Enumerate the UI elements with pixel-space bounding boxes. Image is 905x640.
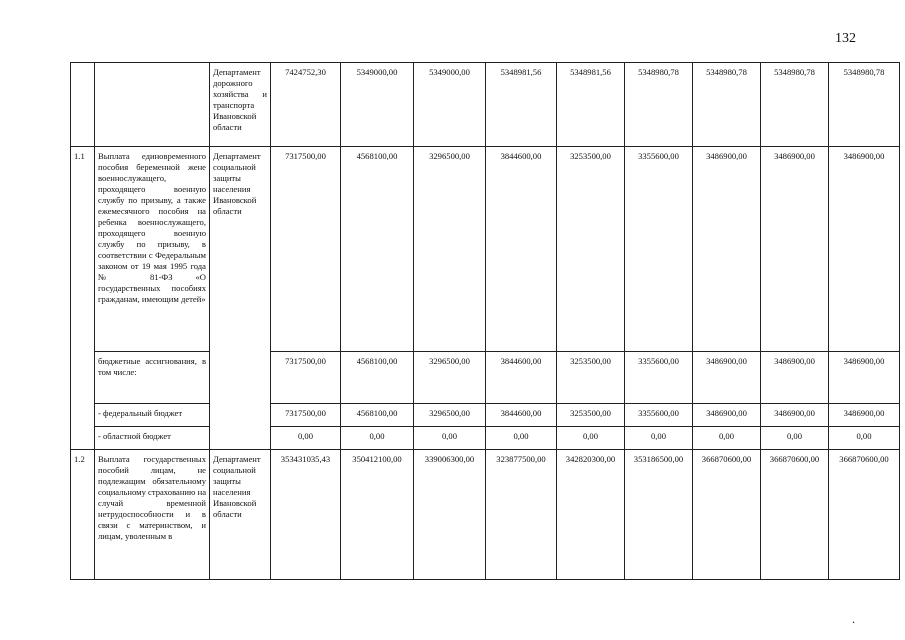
table-row <box>71 450 900 580</box>
value-cell: 323877500,00 <box>486 450 557 580</box>
value-cell: 366870600,00 <box>693 450 761 580</box>
value-cell: 0,00 <box>693 427 761 450</box>
value-cell: 3486900,00 <box>829 352 900 404</box>
value-cell: 3296500,00 <box>414 352 486 404</box>
row-code-cell <box>71 63 95 147</box>
value-cell: 366870600,00 <box>761 450 829 580</box>
value-cell: 353186500,00 <box>625 450 693 580</box>
executor-cell: Департамент социальной защиты населения Ивановской области <box>210 450 271 580</box>
value-cell: 0,00 <box>486 427 557 450</box>
value-cell: 3486900,00 <box>693 404 761 427</box>
value-cell: 3296500,00 <box>414 404 486 427</box>
value-cell: 353431035,43 <box>271 450 341 580</box>
row-code-cell: 1.2 <box>71 450 95 580</box>
value-cell: 0,00 <box>625 427 693 450</box>
value-cell: 0,00 <box>829 427 900 450</box>
value-cell: 3296500,00 <box>414 147 486 352</box>
value-cell: 7317500,00 <box>271 147 341 352</box>
table-row <box>71 404 900 427</box>
value-cell: 3844600,00 <box>486 147 557 352</box>
row-name-cell: Выплата единовременного пособия беременной жене военнослужащего, проходящего военную службу по призыву, а также ежемесячного пособия на ребенка военнослужащего, проходящего военную службу по призыву, в соответствии с Федеральным законом от 19 мая 1995 года № 81-ФЗ «О государственных пособиях гражданам, имеющим детей» <box>95 147 210 352</box>
value-cell: 339006300,00 <box>414 450 486 580</box>
value-cell: 3253500,00 <box>557 404 625 427</box>
row-name-cell: Выплата государственных пособий лицам, не подлежащим обязательному социальному страхованию на случай временной нетрудоспособности и в связи с материнством, и лицам, уволенным в <box>95 450 210 580</box>
value-cell: 5348981,56 <box>486 63 557 147</box>
table-row <box>71 352 900 404</box>
value-cell: 3253500,00 <box>557 147 625 352</box>
value-cell: 3486900,00 <box>761 147 829 352</box>
value-cell: 3486900,00 <box>761 352 829 404</box>
row-name-cell: - областной бюджет <box>95 427 210 450</box>
value-cell: 5349000,00 <box>414 63 486 147</box>
value-cell: 0,00 <box>271 427 341 450</box>
value-cell: 7317500,00 <box>271 352 341 404</box>
executor-cell: Департамент социальной защиты населения Ивановской области <box>210 147 271 450</box>
value-cell: 7424752,30 <box>271 63 341 147</box>
row-name-cell: бюджетные ассигнования, в том числе: <box>95 352 210 404</box>
value-cell: 5348980,78 <box>829 63 900 147</box>
row-name-cell: - федеральный бюджет <box>95 404 210 427</box>
value-cell: 342820300,00 <box>557 450 625 580</box>
page-number: 132 <box>835 31 856 46</box>
value-cell: 3844600,00 <box>486 404 557 427</box>
value-cell: 4568100,00 <box>341 352 414 404</box>
footer-mark: . <box>852 612 855 626</box>
table-row <box>71 63 900 147</box>
row-code-cell: 1.1 <box>71 147 95 450</box>
value-cell: 3486900,00 <box>693 352 761 404</box>
value-cell: 366870600,00 <box>829 450 900 580</box>
value-cell: 5348981,56 <box>557 63 625 147</box>
table-row <box>71 147 900 352</box>
value-cell: 4568100,00 <box>341 404 414 427</box>
value-cell: 3486900,00 <box>761 404 829 427</box>
row-name-cell <box>95 63 210 147</box>
value-cell: 0,00 <box>341 427 414 450</box>
value-cell: 3355600,00 <box>625 147 693 352</box>
value-cell: 0,00 <box>761 427 829 450</box>
value-cell: 3486900,00 <box>693 147 761 352</box>
value-cell: 5349000,00 <box>341 63 414 147</box>
value-cell: 5348980,78 <box>625 63 693 147</box>
value-cell: 0,00 <box>414 427 486 450</box>
table-row <box>71 427 900 450</box>
value-cell: 3486900,00 <box>829 147 900 352</box>
budget-table <box>70 62 900 580</box>
value-cell: 5348980,78 <box>761 63 829 147</box>
value-cell: 5348980,78 <box>693 63 761 147</box>
value-cell: 3844600,00 <box>486 352 557 404</box>
value-cell: 3486900,00 <box>829 404 900 427</box>
value-cell: 3253500,00 <box>557 352 625 404</box>
value-cell: 3355600,00 <box>625 352 693 404</box>
executor-cell: Департамент дорожного хозяйства и транспорта Ивановской области <box>210 63 271 147</box>
value-cell: 7317500,00 <box>271 404 341 427</box>
value-cell: 4568100,00 <box>341 147 414 352</box>
value-cell: 0,00 <box>557 427 625 450</box>
value-cell: 350412100,00 <box>341 450 414 580</box>
value-cell: 3355600,00 <box>625 404 693 427</box>
